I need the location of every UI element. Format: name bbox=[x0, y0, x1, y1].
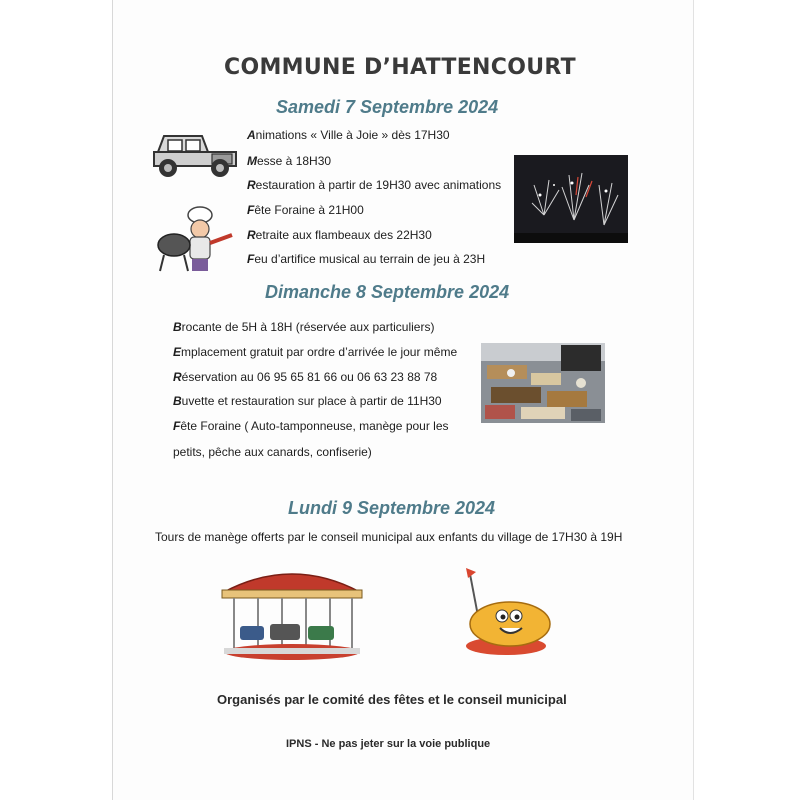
carousel-image bbox=[220, 562, 364, 662]
list-item: Réservation au 06 95 65 81 66 ou 06 63 23 88 78 bbox=[173, 370, 438, 384]
list-item: Feu d’artifice musical au terrain de jeu à 23H bbox=[247, 252, 486, 266]
list-item: Buvette et restauration sur place à partir de 11H30 bbox=[173, 394, 442, 408]
list-item: Animations « Ville à Joie » dès 17H30 bbox=[247, 128, 450, 142]
monday-text: Tours de manège offerts par le conseil municipal aux enfants du village de 17H30 à 19H bbox=[155, 530, 623, 544]
chef-barbecue-image bbox=[152, 205, 240, 273]
saturday-heading: Samedi 7 Septembre 2024 bbox=[276, 97, 499, 117]
list-item: Brocante de 5H à 18H (réservée aux particuliers) bbox=[173, 320, 435, 334]
notice-text: IPNS - Ne pas jeter sur la voie publique bbox=[286, 738, 491, 750]
list-item: Fête Foraine ( Auto-tamponneuse, manège pour les bbox=[173, 419, 449, 433]
list-item: petits, pêche aux canards, confiserie) bbox=[173, 445, 372, 459]
list-item: Emplacement gratuit par ordre d’arrivée le jour même bbox=[173, 345, 458, 359]
list-item: Retraite aux flambeaux des 22H30 bbox=[247, 228, 432, 242]
bumper-car-image bbox=[456, 566, 556, 660]
page-title: COMMUNE D’HATTENCOURT bbox=[224, 55, 576, 80]
sunday-heading: Dimanche 8 Septembre 2024 bbox=[265, 282, 510, 302]
monday-heading: Lundi 9 Septembre 2024 bbox=[288, 498, 496, 518]
flea-market-image bbox=[481, 343, 605, 423]
organizers-text: Organisés par le comité des fêtes et le conseil municipal bbox=[217, 692, 567, 707]
fireworks-image bbox=[514, 155, 628, 243]
list-item: Messe à 18H30 bbox=[247, 154, 332, 168]
vintage-car-image bbox=[150, 130, 240, 184]
list-item: Fête Foraine à 21H00 bbox=[247, 203, 364, 217]
list-item: Restauration à partir de 19H30 avec animations bbox=[247, 178, 502, 192]
